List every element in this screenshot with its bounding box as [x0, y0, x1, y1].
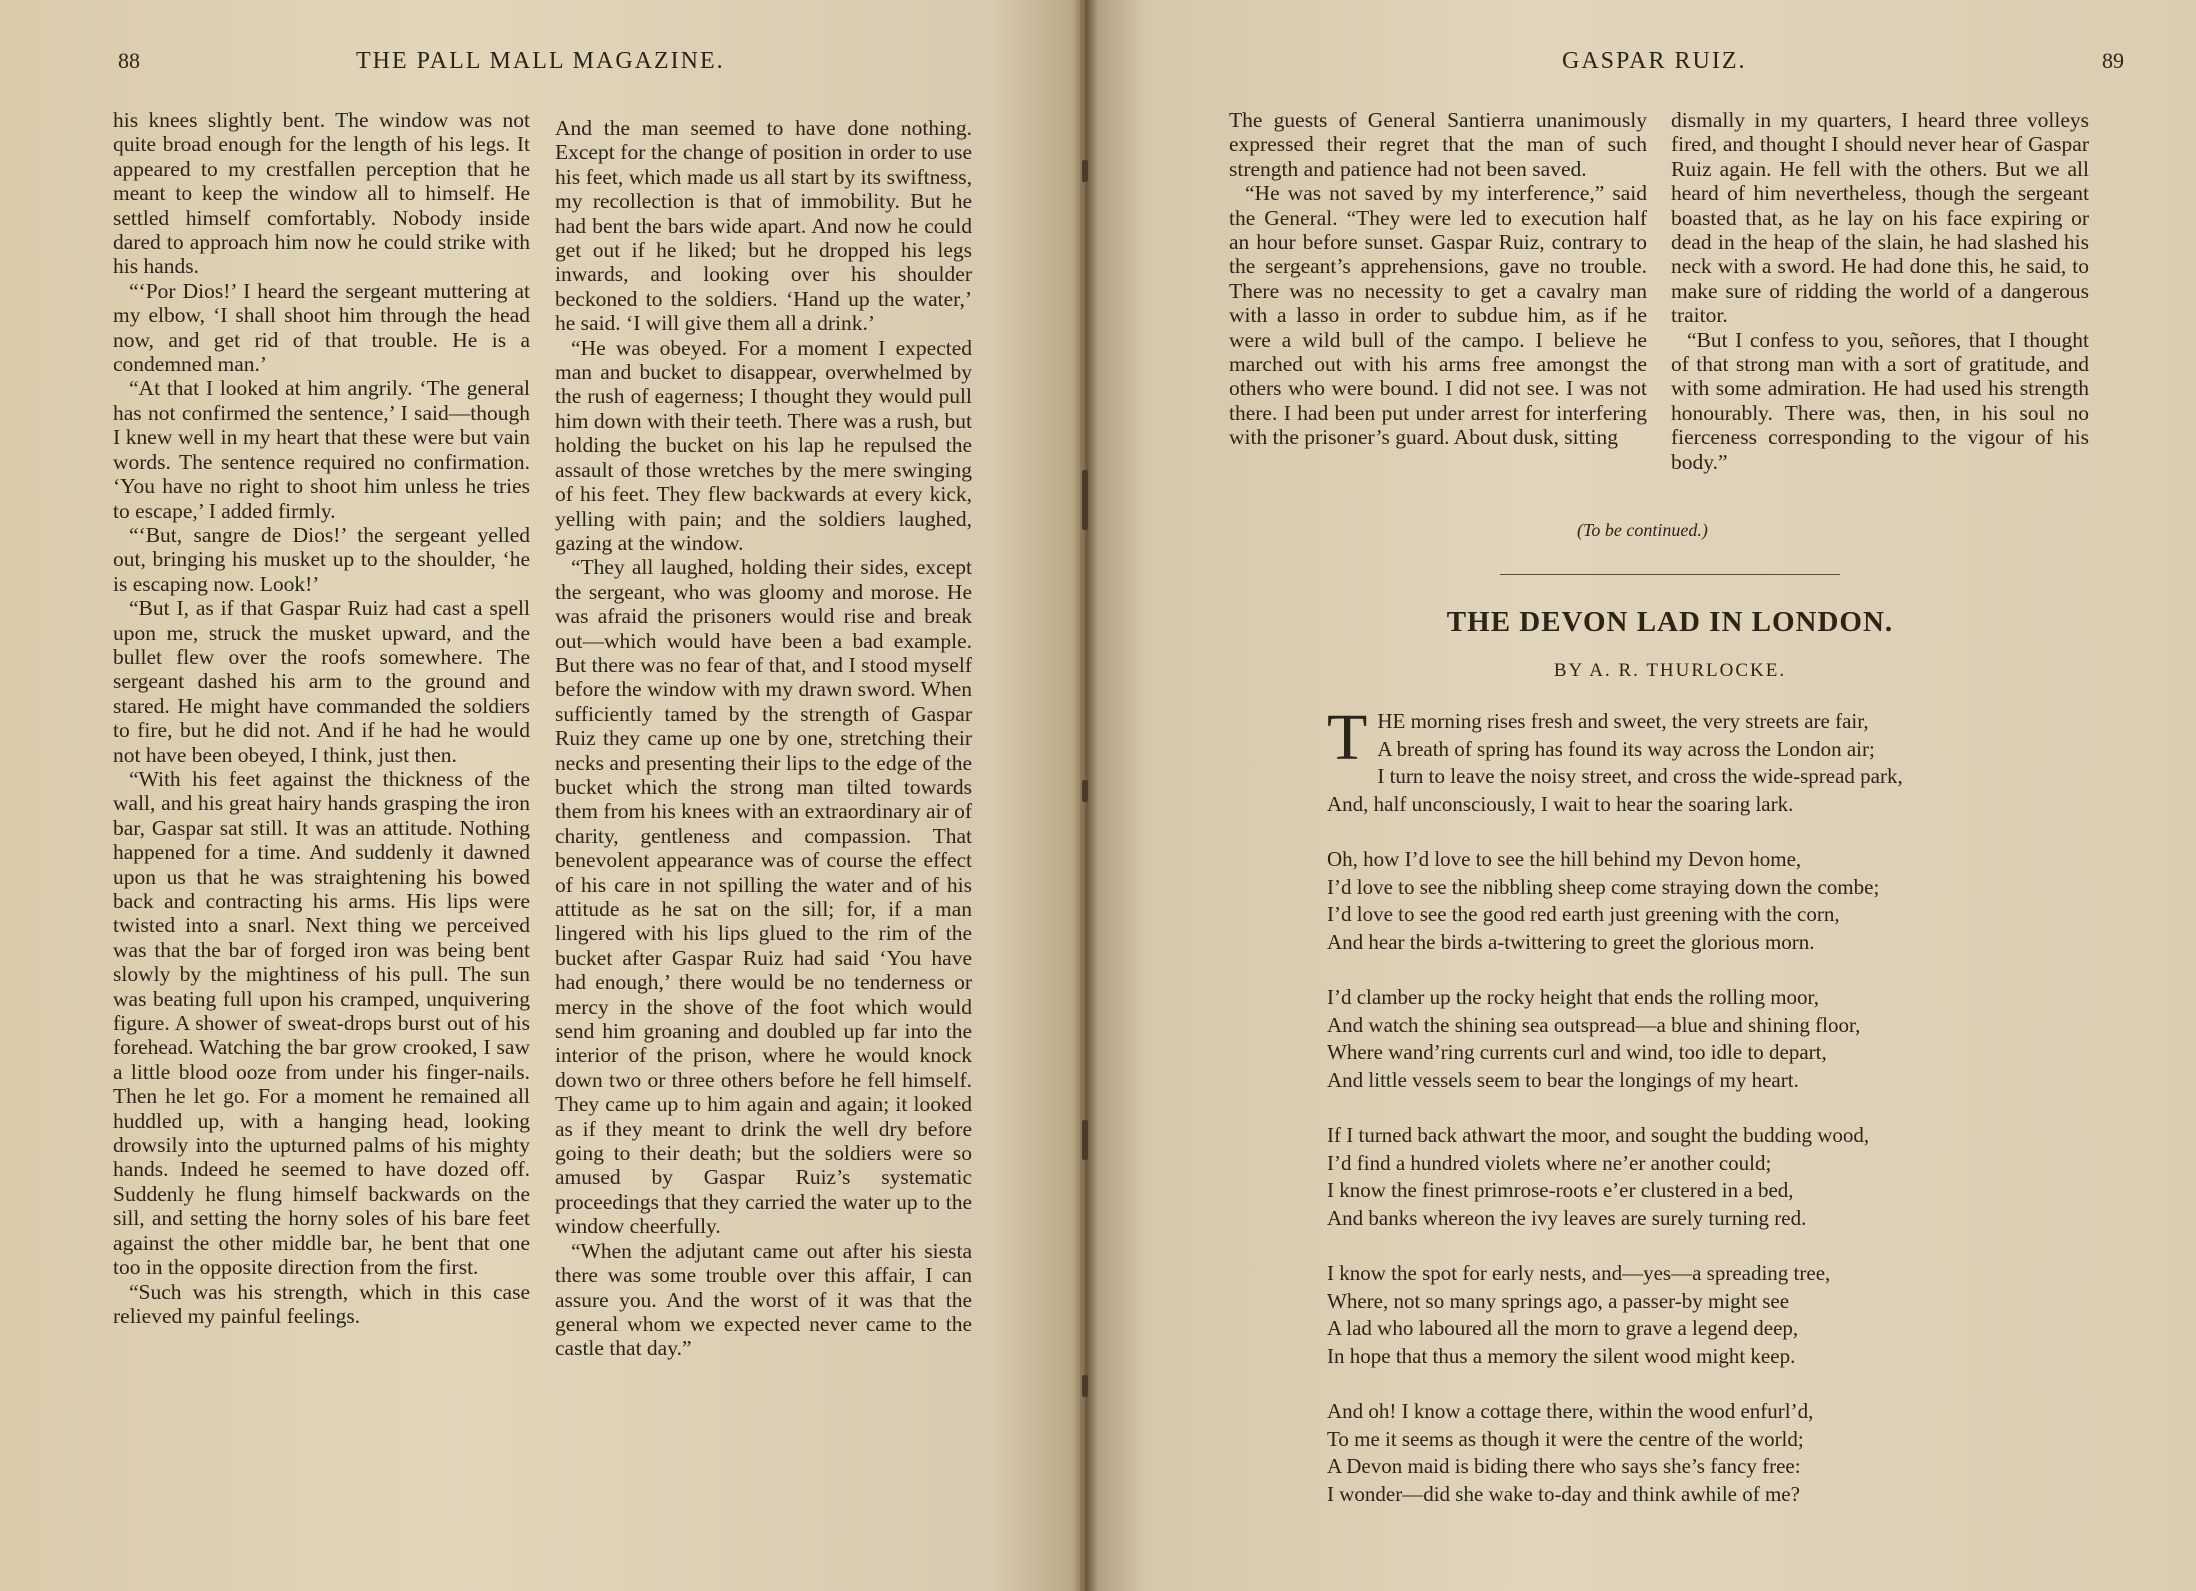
poem-line: I’d love to see the nibbling sheep come straying down the combe;	[1327, 874, 1880, 899]
paragraph: “But I, as if that Gaspar Ruiz had cast a spell upon me, struck the musket upward, and the bullet flew over the roofs somewhere. The sergeant dashed his arm to the ground and stared. He might have commanded the soldiers to fire, but he did not. And if he had he would not have been obeyed, I think, just then.	[113, 596, 530, 767]
poem-line: I turn to leave the noisy street, and cross the wide-spread park,	[1377, 764, 1903, 788]
paragraph: “He was obeyed. For a moment I expected man and bucket to disappear, overwhelmed by the rush of eagerness; I thought they would pull him down with their teeth. There was a rush, but holding the bucket on his lap he repulsed the assault of those wretches by the mere swinging of his feet. They flew backwards at every kick, yelling with pain; and the soldiers laughed, gazing at the window.	[555, 335, 972, 555]
paragraph: “Such was his strength, which in this case relieved my painful feelings.	[113, 1279, 530, 1328]
poem-line: And hear the birds a-twittering to greet the glorious morn.	[1327, 929, 1815, 954]
poem-line: To me it seems as though it were the centre of the world;	[1327, 1426, 1804, 1451]
binding-stitch	[1082, 1120, 1088, 1160]
poem-line: HE morning rises fresh and sweet, the very streets are fair,	[1377, 709, 1869, 733]
left-page	[0, 0, 1080, 1591]
poem-line: A Devon maid is biding there who says she’s fancy free:	[1327, 1454, 1801, 1478]
poem-line: If I turned back athwart the moor, and sought the budding wood,	[1327, 1123, 1870, 1147]
poem-line: I know the finest primrose-roots e’er clustered in a bed,	[1327, 1178, 1794, 1202]
continued-note: (To be continued.)	[1577, 520, 1708, 540]
paragraph: “‘Por Dios!’ I heard the sergeant muttering at my elbow, ‘I shall shoot him through the head now, and get rid of that trouble. He is a condemned man.’	[113, 278, 530, 377]
text-column-1	[113, 108, 530, 1328]
poem-line: I’d love to see the good red earth just greening with the corn,	[1327, 902, 1840, 926]
poem	[1327, 701, 2127, 1536]
poem-line: Oh, how I’d love to see the hill behind my Devon home,	[1327, 847, 1802, 871]
paragraph: “He was not saved by my interference,” said the General. “They were led to execution half an hour before sunset. Gaspar Ruiz, contrary to the sergeant’s apprehensions, gave no trouble. There was no necessity to get a cavalry man with a lasso in order to subdue him, as if he were a wild bull of the campo. I believe he marched out with his arms free amongst the others who were bound. I did not see. I was not there. I had been put under arrest for interfering with the prisoner’s guard. About dusk, sitting	[1229, 181, 1647, 450]
stanza	[1327, 984, 2127, 1094]
text-column-1	[1229, 108, 1647, 450]
poem-line: I’d find a hundred violets where ne’er another could;	[1327, 1150, 1772, 1175]
poem-title: THE DEVON LAD IN LONDON.	[1446, 606, 1894, 638]
page-number: 89	[2102, 48, 2124, 73]
poem-line: And little vessels seem to bear the longings of my heart.	[1327, 1067, 1799, 1092]
paragraph: The guests of General Santierra unanimously expressed their regret that the man of such strength and patience had not been saved.	[1229, 108, 1647, 181]
poem-byline: BY A. R. THURLOCKE.	[1553, 660, 1787, 681]
running-head: THE PALL MALL MAGAZINE.	[356, 48, 725, 74]
binding-stitch	[1082, 160, 1088, 182]
paragraph: “When the adjutant came out after his siesta there was some trouble over this affair, I can assure you. And the worst of it was that the general whom we expected never came to the castle that day.”	[555, 1238, 972, 1361]
section-divider	[1500, 574, 1840, 575]
paragraph: And the man seemed to have done nothing. Except for the change of position in order to use his feet, which made us all start by its swiftness, my recollection is that of immobility. But he had bent the bars wide apart. And now he could get out if he liked; but he dropped his legs inwards, and looking over his shoulder beckoned to the soldiers. ‘Hand up the water,’ he said. ‘I will give them all a drink.’	[555, 116, 972, 336]
stanza	[1327, 846, 2127, 956]
poem-line: A lad who laboured all the morn to grave a legend deep,	[1327, 1316, 1799, 1340]
page-number: 88	[118, 48, 140, 73]
paragraph: his knees slightly bent. The window was not quite broad enough for the length of his legs. It appeared to my crestfallen perception that he meant to keep the window all to himself. He settled himself comfortably. Nobody inside dared to approach him now he could strike with his hands.	[113, 108, 530, 279]
poem-line: In hope that thus a memory the silent wood might keep.	[1327, 1343, 1796, 1368]
binding-stitch	[1082, 780, 1088, 802]
poem-line: Where wand’ring currents curl and wind, too idle to depart,	[1327, 1040, 1827, 1064]
drop-cap: T	[1327, 701, 1368, 774]
poem-line: And banks whereon the ivy leaves are surely turning red.	[1327, 1205, 1807, 1230]
poem-line: Where, not so many springs ago, a passer-by might see	[1327, 1288, 1790, 1313]
poem-line: And oh! I know a cottage there, within the wood enfurl’d,	[1327, 1399, 1814, 1423]
stanza	[1327, 1398, 2127, 1508]
text-column-2	[555, 116, 972, 1361]
text-column-2	[1671, 108, 2089, 474]
poem-line: And, half unconsciously, I wait to hear the soaring lark.	[1327, 791, 1794, 816]
paragraph: “With his feet against the thickness of the wall, and his great hairy hands grasping the iron bar, Gaspar sat still. It was an attitude. Nothing happened for a time. And suddenly it dawned upon us that he was straightening his bowed back and contracting his arms. His lips were twisted into a snarl. Next thing we perceived was that the bar of forged iron was being bent slowly by the mightiness of his pull. The sun was beating full upon his cramped, unquivering figure. A shower of sweat-drops burst out of his forehead. Watching the bar grow crooked, I saw a little blood ooze from under his finger-nails. Then he let go. For a moment he remained all huddled up, with a hanging head, looking drowsily into the upturned palms of his mighty hands. Indeed he seemed to have dozed off. Suddenly he flung himself backwards on the sill, and setting the horny soles of his bare feet against the other middle bar, he bent that one too in the opposite direction from the first.	[113, 766, 530, 1280]
stanza	[1327, 1122, 2127, 1232]
poem-line: I’d clamber up the rocky height that ends the rolling moor,	[1327, 985, 1819, 1009]
right-page	[1080, 0, 2196, 1591]
poem-line: I know the spot for early nests, and—yes—a spreading tree,	[1327, 1261, 1831, 1285]
poem-line: A breath of spring has found its way across the London air;	[1377, 736, 1875, 761]
binding-stitch	[1082, 470, 1088, 530]
paragraph: “‘But, sangre de Dios!’ the sergeant yelled out, bringing his musket up to the shoulder, ‘he is escaping now. Look!’	[113, 522, 530, 596]
stanza	[1327, 701, 2127, 818]
paragraph: “At that I looked at him angrily. ‘The general has not confirmed the sentence,’ I said—though I knew well in my heart that these were but vain words. The sentence required no confirmation. ‘You have no right to shoot him unless he tries to escape,’ I added firmly.	[113, 376, 530, 523]
running-head: GASPAR RUIZ.	[1562, 48, 1747, 74]
paragraph: “They all laughed, holding their sides, except the sergeant, who was gloomy and morose. He was afraid the prisoners would rise and break out—which would have been a bad example. But there was no fear of that, and I stood myself before the window with my drawn sword. When sufficiently tamed by the strength of Gaspar Ruiz they came up one by one, stretching their necks and presenting their lips to the edge of the bucket which the strong man tilted towards them from his knees with an extraordinary air of charity, gentleness and compassion. That benevolent appearance was of course the effect of his care in not spilling the water and of his attitude as he sat on the sill; for, if a man lingered with his lips glued to the rim of the bucket after Gaspar Ruiz had said ‘You have had enough,’ there would be no tenderness or mercy in the shove of the foot which would send him groaning and doubled up far into the interior of the prison, where he would knock down two or three others before he fell himself. They came up to him again and again; it looked as if they meant to drink the well dry before going to their death; but the soldiers were so amused by Gaspar Ruiz’s systematic proceedings that they carried the water up to the window cheerfully.	[555, 555, 972, 1239]
paragraph: “But I confess to you, señores, that I thought of that strong man with a sort of gratitude, and with some admiration. He had used his strength honourably. There was, then, in his soul no fierceness corresponding to the vigour of his body.”	[1671, 327, 2089, 474]
poem-line: And watch the shining sea outspread—a blue and shining floor,	[1327, 1012, 1861, 1037]
paragraph: dismally in my quarters, I heard three volleys fired, and thought I should never hear of Gaspar Ruiz again. He fell with the others. But we all heard of him nevertheless, though the sergeant boasted that, as he lay on his face expiring or dead in the heap of the slain, he had slashed his neck with a sword. He had done this, he said, to make sure of ridding the world of a dangerous traitor.	[1671, 108, 2089, 328]
stanza	[1327, 1260, 2127, 1370]
poem-line: I wonder—did she wake to-day and think awhile of me?	[1327, 1481, 1800, 1506]
binding-stitch	[1082, 1375, 1088, 1397]
